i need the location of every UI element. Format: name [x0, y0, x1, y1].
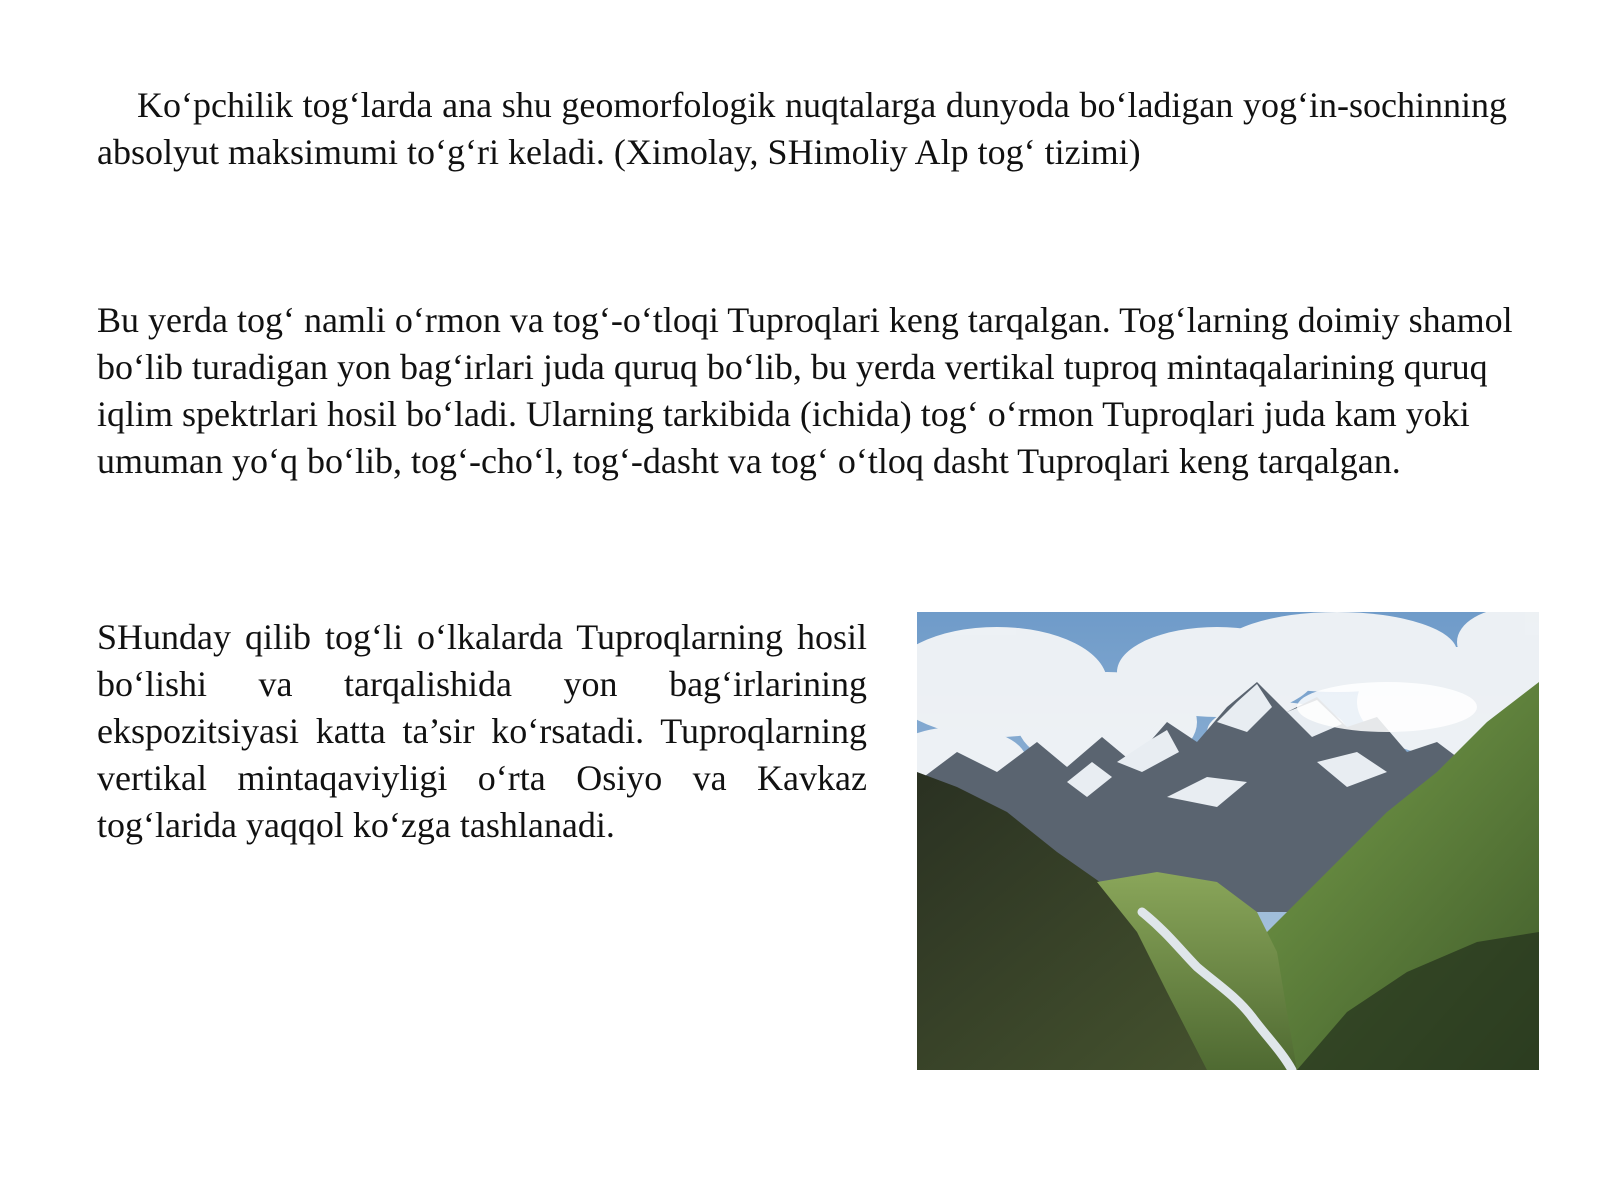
paragraph-soils: Bu yerda tog‘ namli o‘rmon va tog‘-o‘tloqi Tuproqlari keng tarqalgan. Tog‘larning doimiy shamol bo‘lib turadigan yon bag‘irlari juda quruq bo‘lib, bu yerda vertikal tuproq mintaqalarining quruq iqlim spektrlari hosil bo‘ladi. Ularning tarkibida (ichida) tog‘ o‘rmon Tuproqlari juda kam yoki umuman yo‘q bo‘lib, tog‘-cho‘l, tog‘-dasht va tog‘ o‘tloq dasht Tuproqlari keng tarqalgan.	[97, 300, 1513, 481]
paragraph-conclusion: SHunday qilib tog‘li o‘lkalarda Tuproqlarning hosil bo‘lishi va tarqalishida yon bag‘irlarining ekspozitsiyasi katta ta’sir ko‘rsatadi. Tuproqlarning vertikal mintaqaviyligi o‘rta Osiyo va Kavkaz tog‘larida yaqqol ko‘zga tashlanadi.	[97, 617, 867, 845]
paragraph-intro: Ko‘pchilik tog‘larda ana shu geomorfologik nuqtalarga dunyoda bo‘ladigan yog‘in-sochinning absolyut maksimumi to‘g‘ri keladi. (Ximolay, SHimoliy Alp tog‘ tizimi)	[97, 85, 1507, 172]
cloud-band	[1297, 682, 1477, 732]
mountain-valley-photo	[917, 612, 1539, 1070]
mountain-landscape-image	[917, 612, 1539, 1070]
